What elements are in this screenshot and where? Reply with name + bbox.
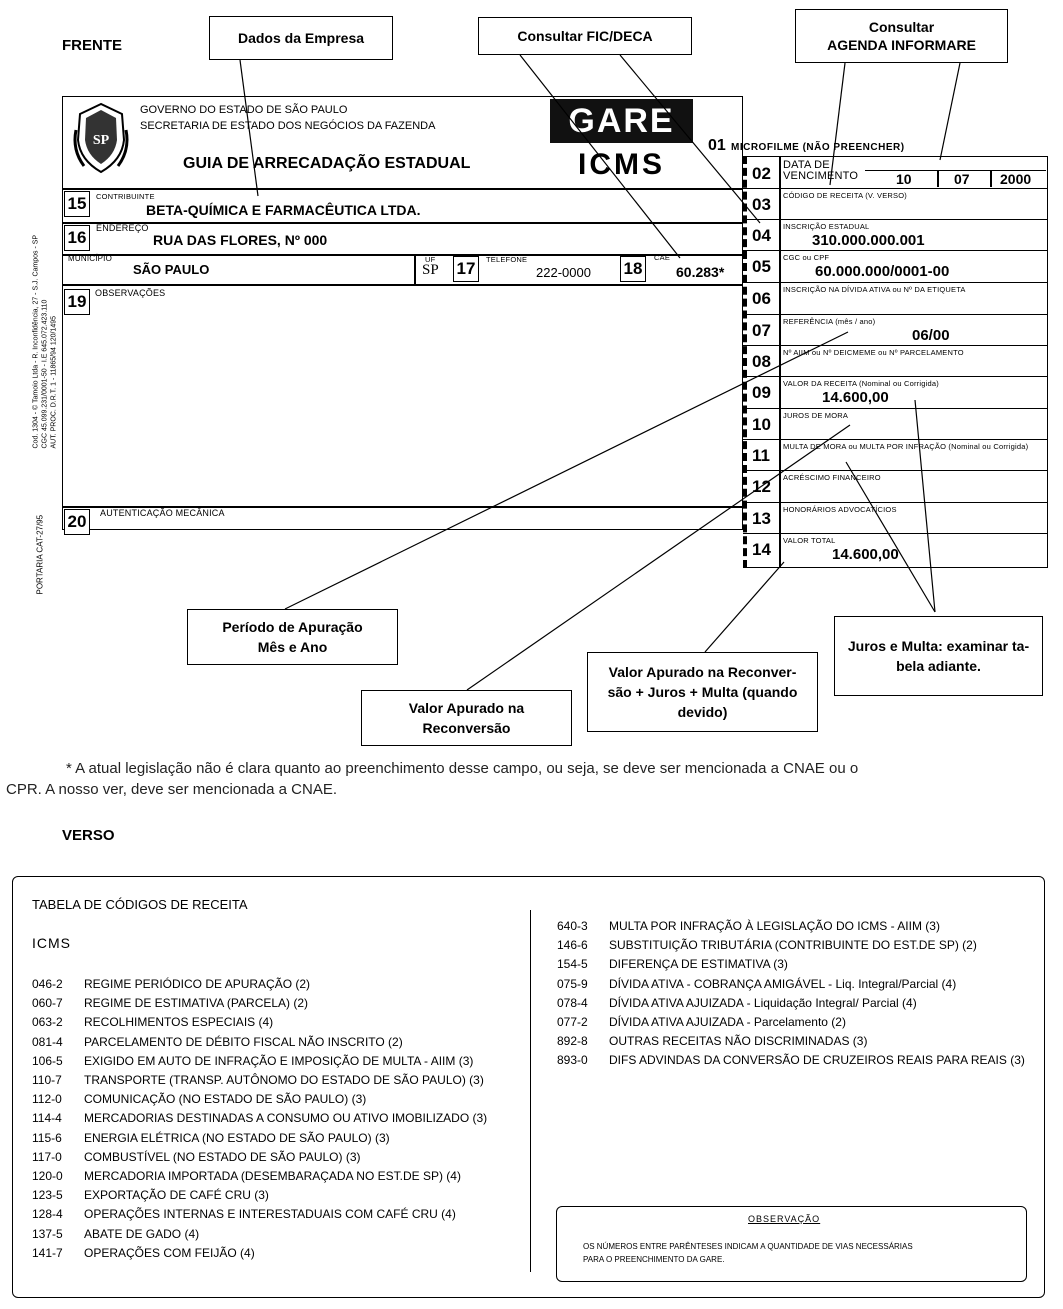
code-row <box>557 1053 1025 1067</box>
code-number: 892-8 <box>557 1034 588 1049</box>
svg-text:SP: SP <box>92 133 110 148</box>
code-description: COMBUSTÍVEL (NO ESTADO DE SÃO PAULO) (3) <box>84 1149 361 1164</box>
icms-logo: ICMS <box>578 148 665 181</box>
code-description: MULTA POR INFRAÇÃO À LEGISLAÇÃO DO ICMS - AIIM (3) <box>609 919 940 933</box>
code-number: 154-5 <box>557 957 588 972</box>
right-field-label: VALOR DA RECEITA (Nominal ou Corrigida) <box>783 379 939 388</box>
code-row <box>32 1169 461 1183</box>
code-number: 114-4 <box>32 1111 62 1126</box>
code-number: 141-7 <box>32 1245 63 1260</box>
right-field-label: JUROS DE MORA <box>783 411 849 420</box>
right-field-label: CGC ou CPF <box>783 253 830 262</box>
observation-line2: PARA O PREENCHIMENTO DA GARE. <box>583 1255 725 1264</box>
code-number: 075-9 <box>557 976 588 991</box>
right-field-divider <box>743 408 1048 409</box>
callout-dados-empresa <box>209 16 393 60</box>
code-row <box>32 1227 199 1241</box>
right-field-divider <box>743 345 1048 346</box>
code-row <box>32 1073 484 1087</box>
microfilme-label: MICROFILME (NÃO PREENCHER) <box>731 142 905 153</box>
callout-dados-empresa-text: Dados da Empresa <box>237 30 365 46</box>
gov-line1: GOVERNO DO ESTADO DE SÃO PAULO <box>140 104 348 116</box>
side-text-1: Cod. 1304 - © Tamoio Ltda - R. Inconfidência, 27 - S.J. Campos - SP <box>32 234 40 449</box>
telefone-label: TELEFONE <box>486 255 528 264</box>
front-label: FRENTE <box>62 37 122 54</box>
right-field-divider <box>743 502 1048 503</box>
field-20-number: 20 <box>64 509 90 535</box>
code-number: 893-0 <box>557 1053 588 1068</box>
footnote-line1: * A atual legislação não é clara quanto ao preenchimento desse campo, ou seja, se deve ser mencionada a CNAE ou o <box>66 760 859 777</box>
code-description: SUBSTITUIÇÃO TRIBUTÁRIA (CONTRIBUINTE DO EST.DE SP) (2) <box>609 938 977 953</box>
code-row <box>32 1207 456 1221</box>
code-row <box>32 1054 473 1068</box>
field-17-number: 17 <box>453 256 479 282</box>
code-number: 110-7 <box>32 1073 62 1087</box>
right-field-label: VALOR TOTAL <box>783 536 836 545</box>
code-description: DÍVIDA ATIVA AJUIZADA - Parcelamento (2) <box>609 1015 846 1029</box>
callout-consultar-fic-text: Consultar FIC/DECA <box>517 28 653 44</box>
observacoes-label: OBSERVAÇÕES <box>95 288 166 298</box>
observation-line1: OS NÚMEROS ENTRE PARÊNTESES INDICAM A QUANTIDADE DE VIAS NECESSÁRIAS <box>583 1242 913 1251</box>
code-number: 063-2 <box>32 1015 63 1030</box>
code-number: 106-5 <box>32 1053 63 1068</box>
right-field-divider <box>743 219 1048 220</box>
callout-agenda-line2: AGENDA INFORMARE <box>827 37 976 53</box>
code-row <box>32 1246 255 1260</box>
right-field-label: ACRÉSCIMO FINANCEIRO <box>783 473 881 482</box>
callout-periodo-line1: Período de Apuração <box>222 619 363 635</box>
right-field-divider <box>743 533 1048 534</box>
form-title: GUIA DE ARRECADAÇÃO ESTADUAL <box>183 155 471 172</box>
callout-consultar-fic <box>478 17 692 55</box>
right-field-number: 12 <box>752 477 771 496</box>
callout-juros-line2: bela adiante. <box>896 658 981 674</box>
code-number: 060-7 <box>32 996 63 1011</box>
code-row <box>32 1111 487 1125</box>
callout-periodo <box>187 609 398 665</box>
code-number: 128-4 <box>32 1207 63 1222</box>
right-field-label: Nº AIIM ou Nº DEICMEME ou Nº PARCELAMENTO <box>783 348 964 357</box>
right-field-divider <box>743 470 1048 471</box>
side-text-6: PORTARIA CAT-27/95 <box>35 514 45 595</box>
callout-consultar-agenda <box>795 9 1008 63</box>
code-description: PARCELAMENTO DE DÉBITO FISCAL NÃO INSCRITO (2) <box>84 1034 403 1049</box>
code-number: 120-0 <box>32 1169 63 1183</box>
back-label: VERSO <box>62 827 115 844</box>
code-row <box>557 1034 867 1048</box>
observation-title: OBSERVAÇÃO <box>748 1214 821 1224</box>
contribuinte-value: BETA-QUÍMICA E FARMACÊUTICA LTDA. <box>146 202 421 218</box>
right-field-divider <box>743 314 1048 315</box>
coat-of-arms-icon <box>70 100 132 176</box>
right-field-number: 06 <box>752 289 771 308</box>
right-field-divider <box>743 250 1048 251</box>
callout-juros-line1: Juros e Multa: examinar ta- <box>847 638 1030 654</box>
callout-valor-total-line2: são + Juros + Multa (quando <box>607 684 798 700</box>
right-field-label: INSCRIÇÃO ESTADUAL <box>783 222 870 231</box>
code-number: 115-6 <box>32 1130 62 1145</box>
municipio-value: SÃO PAULO <box>133 262 210 277</box>
code-row <box>557 996 917 1010</box>
code-number: 078-4 <box>557 995 588 1010</box>
endereco-label: ENDEREÇO <box>96 223 149 233</box>
code-number: 137-5 <box>32 1226 63 1241</box>
code-number: 640-3 <box>557 919 588 933</box>
field-19-number: 19 <box>64 289 90 315</box>
code-description: COMUNICAÇÃO (NO ESTADO DE SÃO PAULO) (3) <box>84 1092 367 1107</box>
telefone-value: 222-0000 <box>536 265 591 280</box>
venc-mes: 07 <box>954 171 970 187</box>
callout-valor-apurado-line1: Valor Apurado na <box>408 700 525 716</box>
code-number: 112-0 <box>32 1092 62 1107</box>
right-field-divider <box>743 188 1048 189</box>
code-number: 123-5 <box>32 1188 63 1203</box>
code-number: 146-6 <box>557 938 588 953</box>
code-row <box>32 1035 403 1049</box>
callout-valor-apurado <box>361 690 572 746</box>
callout-juros-multa <box>834 616 1043 696</box>
right-field-label: CÓDIGO DE RECEITA (V. VERSO) <box>783 191 907 200</box>
code-row <box>557 1015 846 1029</box>
right-field-divider <box>743 282 1048 283</box>
code-description: DÍVIDA ATIVA AJUIZADA - Liquidação Integral/ Parcial (4) <box>609 995 917 1010</box>
code-row <box>32 1131 390 1145</box>
code-description: DÍVIDA ATIVA - COBRANÇA AMIGÁVEL - Liq. Integral/Parcial (4) <box>609 976 957 991</box>
right-field-label: DATA DE VENCIMENTO <box>783 159 859 182</box>
side-text-3: AUT. PROC. D.R.T. 1 - 11865/94 120/1495 <box>50 315 58 449</box>
contribuinte-label: CONTRIBUINTE <box>96 192 155 201</box>
code-description: DIFERENÇA DE ESTIMATIVA (3) <box>609 957 788 972</box>
right-field-label: REFERÊNCIA (mês / ano) <box>783 317 876 326</box>
venc-dia: 10 <box>896 171 912 187</box>
gare-logo-text: GARE <box>568 102 675 140</box>
code-description: DIFS ADVINDAS DA CONVERSÃO DE CRUZEIROS REAIS PARA REAIS (3) <box>609 1053 1025 1068</box>
codes-table-subtitle: ICMS <box>32 935 71 951</box>
code-description: MERCADORIAS DESTINADAS A CONSUMO OU ATIVO IMOBILIZADO (3) <box>84 1111 488 1126</box>
field-16-number: 16 <box>64 225 90 251</box>
callout-agenda-line1: Consultar <box>868 19 935 35</box>
right-field-number: 05 <box>752 257 771 276</box>
code-row <box>32 1015 273 1029</box>
municipio-label: MUNICÍPIO <box>68 254 113 263</box>
code-description: REGIME PERIÓDICO DE APURAÇÃO (2) <box>84 977 311 991</box>
code-description: REGIME DE ESTIMATIVA (PARCELA) (2) <box>84 996 309 1011</box>
code-row <box>557 919 940 933</box>
right-field-value: 06/00 <box>912 327 950 344</box>
code-description: ABATE DE GADO (4) <box>84 1226 200 1241</box>
code-row <box>557 938 977 952</box>
gare-logo <box>550 99 693 143</box>
right-field-number: 13 <box>752 509 771 528</box>
side-text-2: CGC 45.099.231/0001-50 - I.E 645.072.423.110 <box>41 299 49 449</box>
code-row <box>32 1150 361 1164</box>
right-field-number: 14 <box>752 540 771 559</box>
code-description: MERCADORIA IMPORTADA (DESEMBARAÇADA NO EST.DE SP) (4) <box>84 1169 461 1183</box>
right-field-number: 11 <box>752 446 770 465</box>
field-01-number: 01 <box>708 137 726 154</box>
cae-value: 60.283* <box>676 264 725 280</box>
code-description: OUTRAS RECEITAS NÃO DISCRIMINADAS (3) <box>609 1034 868 1049</box>
right-field-value: 310.000.000.001 <box>812 232 925 249</box>
footnote-line2: CPR. A nosso ver, deve ser mencionada a CNAE. <box>6 781 338 798</box>
right-field-number: 03 <box>752 195 771 214</box>
code-number: 046-2 <box>32 977 63 991</box>
code-row <box>557 977 956 991</box>
uf-value: SP <box>422 262 439 278</box>
code-description: RECOLHIMENTOS ESPECIAIS (4) <box>84 1015 274 1030</box>
codes-table-title: TABELA DE CÓDIGOS DE RECEITA <box>32 897 248 912</box>
code-row <box>32 996 308 1010</box>
code-description: TRANSPORTE (TRANSP. AUTÔNOMO DO ESTADO DE SÃO PAULO) (3) <box>84 1073 484 1087</box>
endereco-value: RUA DAS FLORES, Nº 000 <box>153 232 328 248</box>
callout-valor-total <box>587 652 818 732</box>
right-field-number: 02 <box>752 164 771 183</box>
right-field-value: 14.600,00 <box>832 546 899 563</box>
code-description: OPERAÇÕES INTERNAS E INTERESTADUAIS COM CAFÉ CRU (4) <box>84 1207 456 1222</box>
gov-line2: SECRETARIA DE ESTADO DOS NEGÓCIOS DA FAZENDA <box>140 120 436 132</box>
code-description: OPERAÇÕES COM FEIJÃO (4) <box>84 1245 255 1260</box>
code-description: EXIGIDO EM AUTO DE INFRAÇÃO E IMPOSIÇÃO DE MULTA - AIIM (3) <box>84 1053 474 1068</box>
code-number: 077-2 <box>557 1015 588 1029</box>
code-row <box>32 977 310 991</box>
callout-periodo-line2: Mês e Ano <box>257 639 328 655</box>
cae-label: CAE <box>654 253 671 262</box>
right-field-label: HONORÁRIOS ADVOCATÍCIOS <box>783 505 897 514</box>
field-15-number: 15 <box>64 191 90 217</box>
callout-valor-apurado-line2: Reconversão <box>422 720 511 736</box>
right-field-label: INSCRIÇÃO NA DÍVIDA ATIVA ou Nº DA ETIQUETA <box>783 285 966 294</box>
callout-valor-total-line3: devido) <box>677 704 728 720</box>
code-description: ENERGIA ELÉTRICA (NO ESTADO DE SÃO PAULO) (3) <box>84 1130 390 1145</box>
right-field-number: 07 <box>752 321 771 340</box>
field-18-number: 18 <box>620 256 646 282</box>
right-field-label: MULTA DE MORA ou MULTA POR INFRAÇÃO (Nominal ou Corrigida) <box>783 442 1029 451</box>
code-number: 117-0 <box>32 1149 62 1164</box>
uf-label: UF <box>425 255 436 264</box>
right-field-divider <box>743 439 1048 440</box>
autenticacao-label: AUTENTICAÇÃO MECÂNICA <box>100 508 225 518</box>
right-field-divider <box>743 376 1048 377</box>
right-field-number: 08 <box>752 352 771 371</box>
right-field-number: 09 <box>752 383 771 402</box>
callout-valor-total-line1: Valor Apurado na Reconver- <box>608 664 797 680</box>
code-row <box>32 1092 366 1106</box>
right-field-value: 60.000.000/0001-00 <box>815 263 950 280</box>
code-row <box>32 1188 269 1202</box>
code-number: 081-4 <box>32 1034 63 1049</box>
right-field-number: 10 <box>752 415 771 434</box>
code-row <box>557 957 788 971</box>
right-field-number: 04 <box>752 226 771 245</box>
venc-ano: 2000 <box>1000 171 1032 187</box>
right-field-value: 14.600,00 <box>822 389 889 406</box>
code-description: EXPORTAÇÃO DE CAFÉ CRU (3) <box>84 1188 269 1203</box>
